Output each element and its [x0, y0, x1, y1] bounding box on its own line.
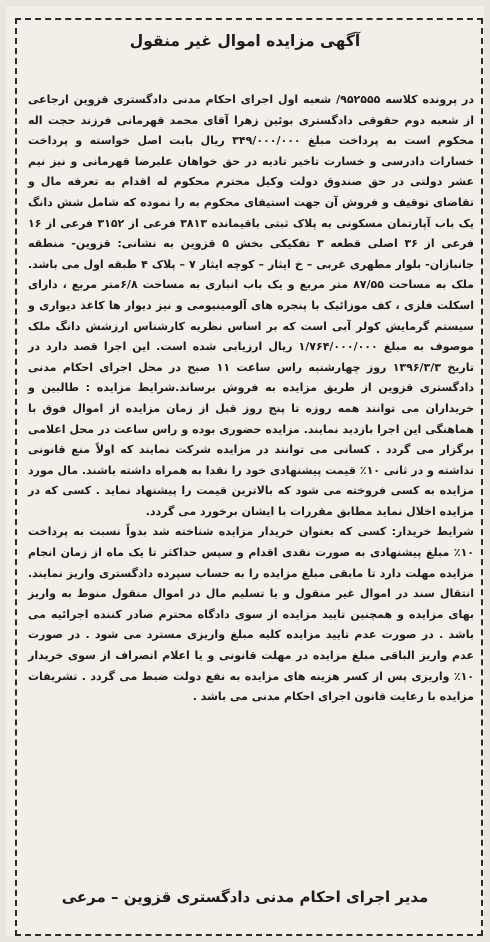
- newspaper-clipping: [6, 6, 484, 936]
- notice-title: آگهی مزایده اموال غیر منقول: [129, 32, 361, 50]
- notice-body: [28, 90, 474, 708]
- notice-paragraph-buyer-terms: شرایط خریدار: کسی که بعنوان خریدار مزایده شناخته شد بدواً نسبت به پرداخت ۱۰٪ مبلغ پیشنهادی به صورت نقدی اقدام و سپس حداکثر تا یک ماه از زمان انجام مزایده مهلت دارد تا مابقی مبلغ مزایده را به حساب سپرده دادگستری واریز نمایند. انتقال سند در اموال غیر منقول و یا تسلیم مال در اموال منقول منوط به واریز بهای مزایده و همچنین تایید مزایده از سوی دادگاه محترم صادر کننده اجرائیه می باشد . در صورت عدم تایید مزایده کلیه مبلغ واریزی مسترد می شود . در صورت عدم واریز الباقی مبلغ مزایده در مهلت قانونی و یا اعلام انصراف از سوی خریدار ۱۰٪ واریزی پس از کسر هزینه های مزایده به نفع دولت ضبط می گردد . تشریفات مزایده با رعایت قانون اجرای احکام مدنی می باشد .: [28, 525, 474, 704]
- notice-signature: مدیر اجرای احکام مدنی دادگستری قزوین – مرعی: [61, 888, 429, 906]
- notice-paragraph-main: در پرونده کلاسه ۹۵۲۵۵۵/ شعبه اول اجرای احکام مدنی دادگستری قزوین ارجاعی از شعبه دوم حقوقی دادگستری بوئین زهرا آقای محمد قهرمانی فرزند حجت اله محکوم است به پرداخت مبلغ ۳۴۹/۰۰۰/۰۰۰ ریال بابت اصل خواسته و پرداخت خسارات دادرسی و خسارت تاخیر تادیه در حق خواهان علیرضا قهرمانی و نیز نیم عشر دولتی در حق صندوق دولت وکیل محترم محکوم له اقدام به تعرفه مال و تقاضای توقیف و فروش آن جهت استیفای محکوم به را نموده که شامل شش دانگ یک باب آپارتمان مسکونی به پلاک ثبتی باقیمانده ۳۸۱۳ فرعی از ۳۱۵۲ فرعی از ۱۶ فرعی از ۳۶ اصلی قطعه ۳ تفکیکی بخش ۵ قزوین به نشانی: قزوین- منطقه جانبازان- بلوار مطهری غربی – خ ایثار – کوچه ایثار ۷ – پلاک ۴ طبقه اول می باشد. ملک به مساحت ۸۷/۵۵ متر مربع و یک باب انباری به مساحت ۶/۸متر مربع ، دارای اسکلت فلزی ، کف موزائیک با پنجره های آلومینیومی و نیز دیوار ها کاغذ دیواری و سیستم گرمایش کولر آبی است که بر اساس نظریه کارشناس ارزشش دانگ ملک موصوف به مبلغ ۱/۷۶۴/۰۰۰/۰۰۰ ریال ارزیابی شده است. این اجرا قصد دارد در تاریخ ۱۳۹۶/۳/۳ روز چهارشنبه راس ساعت ۱۱ صبح در محل اجرای احکام مدنی دادگستری قزوین از طریق مزایده به فروش برساند.شرایط مزایده : طالبین و خریداران می توانند همه روزه تا پنج روز قبل از زمان مزایده از اموال فوق با هماهنگی این اجرا بازدید نمایند. مزایده حضوری بوده و راس ساعت در محل اعلامی برگزار می گردد . کسانی می توانند در مزایده شرکت نمایند که اولاً منع قانونی نداشته و در ثانی ۱۰٪ قیمت پیشنهادی خود را نقدا به همراه داشته باشند. مال مورد مزایده به کسی فروخته می شود که بالاترین قیمت را پیشنهاد نماید . کسی که در مزایده اخلال نماید مطابق مقررات با ایشان برخورد می گردد.: [28, 93, 475, 518]
